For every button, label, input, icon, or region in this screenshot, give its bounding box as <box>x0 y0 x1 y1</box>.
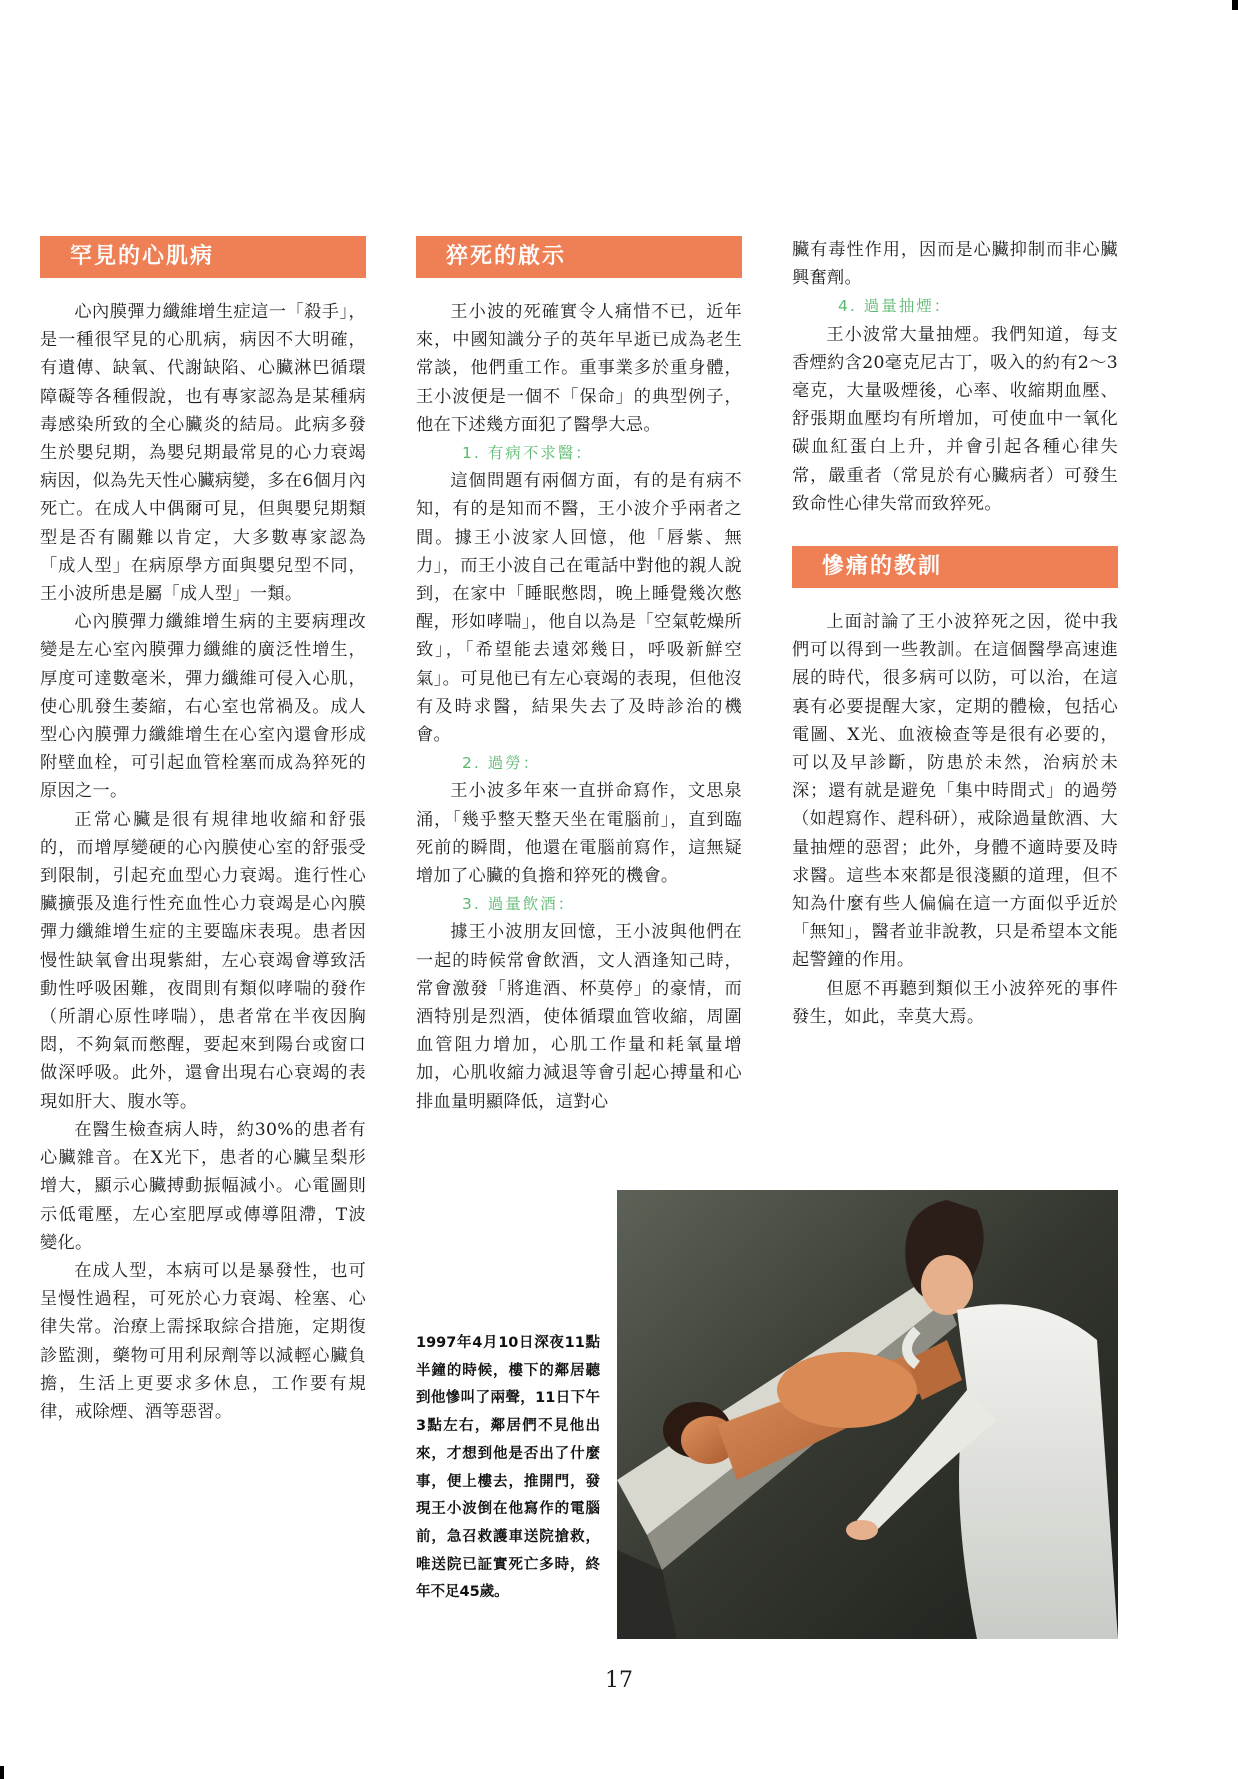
photo-caption: 1997年4月10日深夜11點半鐘的時候，樓下的鄰居聽到他慘叫了兩聲，11日下午3點左右，鄰居們不見他出來，才想到他是否出了什麼事，便上樓去，推開門，發現王小波倒在他寫作的電腦前，急召救護車送院搶救，唯送院已証實死亡多時，終年不足45歲。 <box>416 1335 600 1601</box>
section-heading-painful-lessons: 慘痛的教訓 <box>792 546 1118 588</box>
column-1 <box>40 236 366 1426</box>
page-number: 17 <box>605 1668 633 1693</box>
subheading: 3. 過量飲酒： <box>462 895 576 914</box>
subheading: 2. 過勞： <box>462 754 541 773</box>
photo-illustration <box>617 1190 1118 1639</box>
paragraph: 心內膜彈力纖維增生病的主要病理改變是左心室內膜彈力纖維的廣泛性增生，厚度可達數毫米，彈力纖維可侵入心肌，使心肌發生萎縮，右心室也常禍及。成人型心內膜彈力纖維增生在心室內還會形成附壁血栓，可引起血管栓塞而成為猝死的原因之一。 <box>40 612 366 802</box>
scan-mark <box>1232 0 1238 10</box>
column-2 <box>416 236 742 1116</box>
paragraph: 王小波常大量抽煙。我們知道，每支香煙約含20毫克尼古丁，吸入的約有2～3毫克，大量吸煙後，心率、收縮期血壓、舒張期血壓均有所增加，可使血中一氧化碳血紅蛋白上升，并會引起各種心律失常，嚴重者（常見於有心臟病者）可發生致命性心律失常而致猝死。 <box>792 324 1118 514</box>
paragraph: 王小波多年來一直拼命寫作，文思泉涌，「幾乎整天整天坐在電腦前」，直到臨死前的瞬間，他還在電腦前寫作，這無疑增加了心臟的負擔和猝死的機會。 <box>416 781 742 887</box>
paragraph: 心內膜彈力纖維增生症這一「殺手」，是一種很罕見的心肌病，病因不大明確，有遺傳、缺氧、代謝缺陷、心臟淋巴循環障礙等各種假說，也有專家認為是某種病毒感染所致的全心臟炎的結局。此病多發生於嬰兒期，為嬰兒期最常見的心力衰竭病因，似為先天性心臟病變，多在6個月內死亡。在成人中偶爾可見，但與嬰兒期類型是否有關難以肯定，大多數專家認為「成人型」在病原學方面與嬰兒型不同，王小波所患是屬「成人型」一類。 <box>40 302 367 605</box>
paragraph: 上面討論了王小波猝死之因，從中我們可以得到一些教訓。在這個醫學高速進展的時代，很多病可以防，可以治，在這裏有必要提醒大家，定期的體檢，包括心電圖、X光、血液檢查等是很有必要的，可以及早診斷，防患於未然，治病於未深；還有就是避免「集中時間式」的過勞（如趕寫作、趕科研），戒除過量飲酒、大量抽煙的惡習；此外，身體不適時要及時求醫。這些本來都是很淺顯的道理，但不知為什麼有些人偏偏在這一方面似乎近於「無知」，醫者並非說教，只是希望本文能起警鐘的作用。 <box>792 612 1118 971</box>
paragraph: 正常心臟是很有規律地收縮和舒張的，而增厚變硬的心內膜使心室的舒張受到限制，引起充血型心力衰竭。進行性心臟擴張及進行性充血性心力衰竭是心內膜彈力纖維增生症的主要臨床表現。患者因慢性缺氧會出現紫紺，左心衰竭會導致活動性呼吸困難，夜間則有類似哮喘的發作（所謂心原性哮喘），患者常在半夜因胸悶，不夠氣而憋醒，要起來到陽台或窗口做深呼吸。此外，還會出現右心衰竭的表現如肝大、腹水等。 <box>40 809 366 1112</box>
paragraph: 據王小波朋友回憶，王小波與他們在一起的時候常會飲酒，文人酒逢知己時，常會激發「將進酒、杯莫停」的豪情，而酒特別是烈酒，使体循環血管收縮，周圍血管阻力增加，心肌工作量和耗氧量增加，心肌收縮力減退等會引起心搏量和心排血量明顯降低，這對心 <box>416 922 742 1112</box>
paragraph: 在醫生檢查病人時，約30%的患者有心臟雜音。在X光下，患者的心臟呈梨形增大，顯示心臟搏動振幅減小。心電圖則示低電壓，左心室肥厚或傳導阻滯，T波變化。 <box>40 1119 366 1253</box>
section-heading-sudden-death-lessons: 猝死的啟示 <box>416 236 742 278</box>
subheading: 1. 有病不求醫： <box>462 444 593 463</box>
paragraph: 但愿不再聽到類似王小波猝死的事件發生，如此，幸莫大焉。 <box>792 978 1118 1027</box>
paragraph: 這個問題有兩個方面，有的是有病不知，有的是知而不醫，王小波介乎兩者之間。據王小波家人回憶，他「唇紫、無力」，而王小波自己在電話中對他的親人說到，在家中「睡眠憋悶，晚上睡覺幾次憋醒，形如哮喘」，他自以為是「空氣乾燥所致」，「希望能去遠郊幾日，呼吸新鮮空氣」。可見他已有左心衰竭的表現，但他沒有及時求醫，結果失去了及時診治的機會。 <box>416 471 742 746</box>
section-heading-rare-cardiomyopathy: 罕見的心肌病 <box>40 236 366 278</box>
scan-mark <box>0 1766 4 1779</box>
paragraph: 王小波的死確實令人痛惜不已，近年來，中國知識分子的英年早逝已成為老生常談，他們重工作。重事業多於重身體，王小波便是一個不「保命」的典型例子，他在下述幾方面犯了醫學大忌。 <box>416 302 742 435</box>
medical-exam-photo <box>617 1190 1118 1639</box>
paragraph-continued: 臟有毒性作用，因而是心臟抑制而非心臟興奮劑。 <box>792 240 1118 289</box>
subheading: 4. 過量抽煙： <box>838 297 952 316</box>
column-3 <box>792 236 1118 1031</box>
paragraph: 在成人型，本病可以是暴發性，也可呈慢性過程，可死於心力衰竭、栓塞、心律失常。治療上需採取綜合措施，定期復診監測，藥物可用利尿劑等以減輕心臟負擔，生活上更要求多休息，工作要有規律，戒除煙、酒等惡習。 <box>40 1260 366 1422</box>
